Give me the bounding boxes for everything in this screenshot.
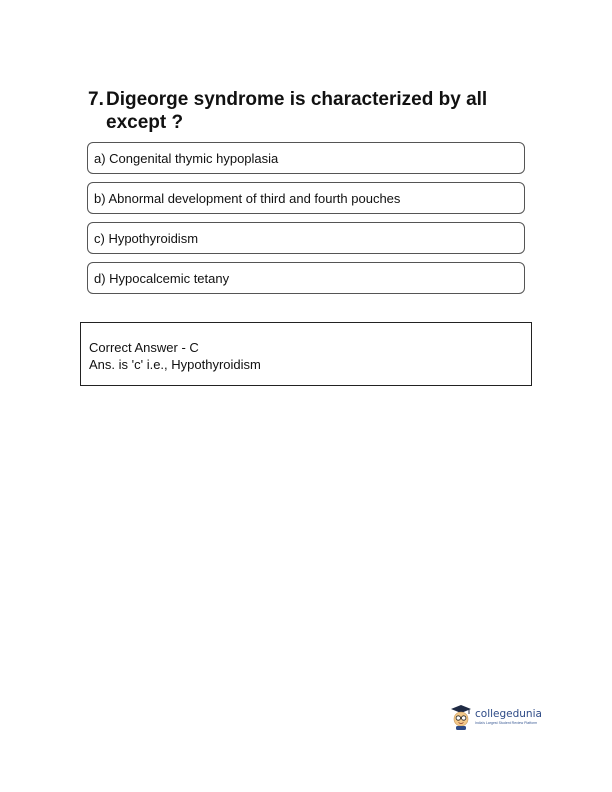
question <box>88 88 528 134</box>
graduate-mascot-icon <box>450 704 472 730</box>
option-b-label: b) Abnormal development of third and fourth pouches <box>94 190 401 206</box>
correct-answer: Correct Answer - C <box>89 340 199 355</box>
option-d[interactable] <box>87 262 525 294</box>
option-a[interactable] <box>87 142 525 174</box>
option-a-label: a) Congenital thymic hypoplasia <box>94 150 279 166</box>
question-number: 7. <box>88 89 104 110</box>
option-b[interactable] <box>87 182 525 214</box>
question-text: Digeorge syndrome is characterized by all except ? <box>106 89 488 133</box>
option-c[interactable] <box>87 222 525 254</box>
options-list <box>87 142 525 302</box>
answer-explanation: Ans. is 'c' i.e., Hypothyroidism <box>89 357 261 372</box>
option-d-label: d) Hypocalcemic tetany <box>94 270 230 286</box>
logo-tagline: India's Largest Student Review Platform <box>475 721 538 725</box>
answer-box <box>80 322 532 386</box>
collegedunia-logo <box>450 704 550 740</box>
logo-text <box>475 704 542 726</box>
option-c-label: c) Hypothyroidism <box>94 230 199 246</box>
logo-name: collegedunia <box>475 708 542 720</box>
